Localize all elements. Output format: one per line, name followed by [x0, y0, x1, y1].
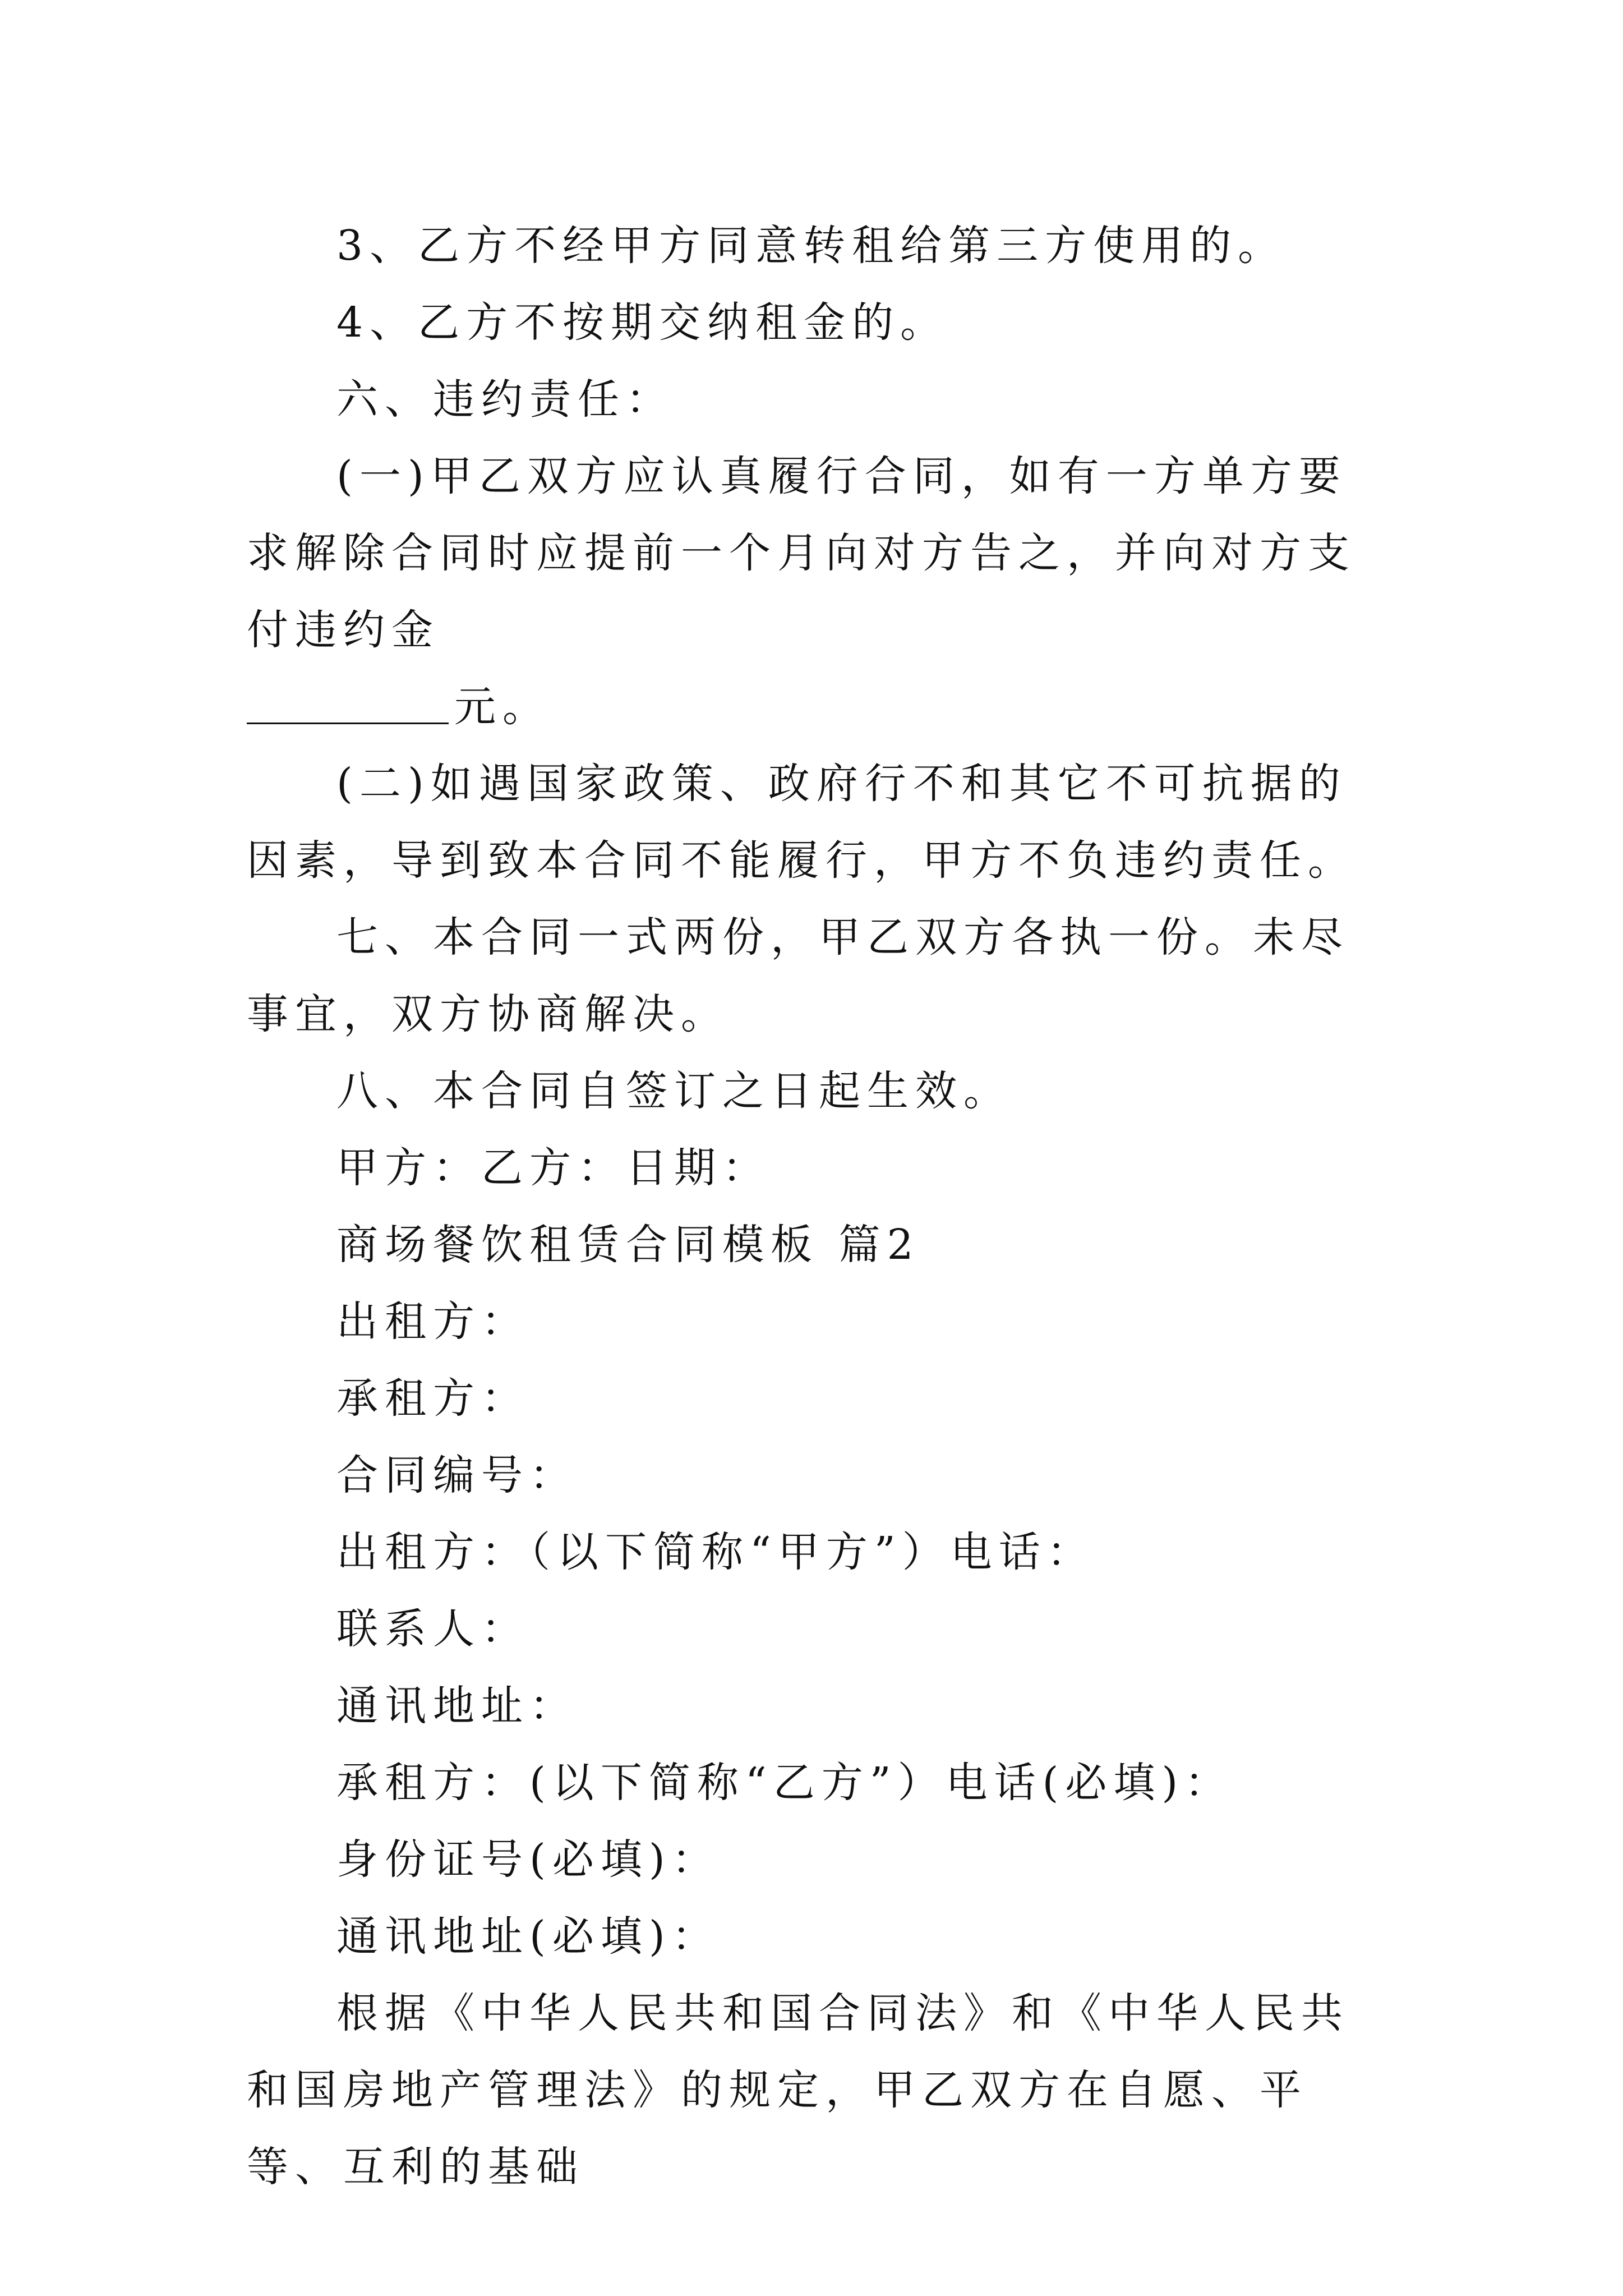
field-label: 身份证号(必填)： — [336, 1835, 720, 1884]
field-label: 合同编号： — [336, 1451, 578, 1499]
paragraph: 3、乙方不经甲方同意转租给第三方使用的。 — [336, 222, 1287, 270]
paragraph-continuation — [247, 669, 1380, 746]
paragraph: (一)甲乙双方应认真履行合同，如有一方单方要求解除合同时应提前一个月向对方告之，并向对方支付违约金 — [247, 452, 1356, 654]
field-label: 联系人： — [336, 1605, 529, 1653]
field-label: 通讯地址： — [336, 1682, 578, 1730]
document-body — [247, 208, 1380, 2206]
paragraph: 八、本合同自签订之日起生效。 — [336, 1067, 1012, 1115]
paragraph: (二)如遇国家政策、政府行不和其它不可抗据的因素，导到致本合同不能履行，甲方不负违约责任。 — [247, 760, 1356, 885]
field-label: 通讯地址(必填)： — [336, 1912, 720, 1961]
section-heading: 六、违约责任： — [336, 375, 674, 424]
field-label: 出租方： — [336, 1297, 529, 1346]
paragraph: 根据《中华人民共和国合同法》和《中华人民共和国房地产管理法》的规定，甲乙双方在自愿、平等、互利的基础 — [247, 1989, 1349, 2191]
section-title: 商场餐饮租赁合同模板 篇2 — [336, 1221, 920, 1269]
paragraph: 七、本合同一式两份，甲乙双方各执一份。未尽事宜，双方协商解决。 — [247, 913, 1349, 1038]
fill-in-blank — [247, 681, 449, 724]
signature-line: 甲方：乙方：日期： — [336, 1144, 771, 1192]
paragraph-tail: 元。 — [454, 683, 551, 731]
field-label: 承租方：(以下简称“乙方”）电话(必填)： — [336, 1759, 1233, 1807]
paragraph: 4、乙方不按期交纳租金的。 — [336, 298, 949, 347]
field-label: 承租方： — [336, 1374, 529, 1423]
field-label: 出租方：（以下简称“甲方”）电话： — [336, 1528, 1095, 1576]
